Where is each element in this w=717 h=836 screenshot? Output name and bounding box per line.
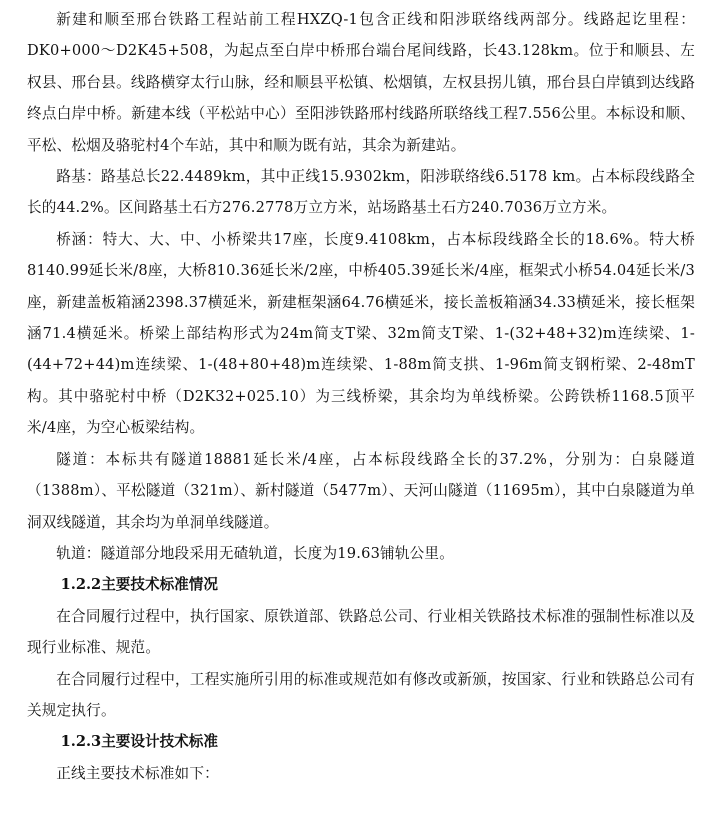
bridges-paragraph: 桥涵：特大、大、中、小桥梁共17座，长度9.4108km，占本标段线路全长的18.6%。特大桥8140.99延长米/8座，大桥810.36延长米/2座，中桥405.39延长米/4座，框架式小桥54.04延长米/3座，新建盖板箱涵2398.37横延米，新建框架涵64.76横延米，接长盖板箱涵34.33横延米，接长框架涵71.4横延米。桥梁上部结构形式为24m简支T梁、32m简支T梁、1-(32+48+32)m连续梁、1-(44+72+44)m连续梁、1-(48+80+48)m连续梁、1-88m简支拱、1-96m简支钢桁梁、2-48mT构。其中骆驼村中桥（D2K32+025.10）为三线桥梁，其余均为单线桥梁。公跨铁桥1168.5顶平米/4座，为空心板梁结构。	[27, 230, 695, 437]
section-heading-1-2-3: 1.2.3主要设计技术标准	[60, 733, 218, 751]
overview-paragraph: 新建和顺至邢台铁路工程站前工程HXZQ-1包含正线和阳涉联络线两部分。线路起讫里程：DK0+000～D2K45+508，为起点至白岸中桥邢台端台尾间线路，长43.128km。位于和顺县、左权县、邢台县。线路横穿太行山脉，经和顺县平松镇、松烟镇，左权县拐儿镇，邢台县白岸镇到达线路终点白岸中桥。新建本线（平松站中心）至阳涉铁路邢村线路所联络线工程7.556公里。本标设和顺、平松、松烟及骆驼村4个车站，其中和顺为既有站，其余为新建站。	[27, 11, 695, 154]
track-paragraph: 轨道：隧道部分地段采用无碴轨道，长度为19.63铺轨公里。	[56, 544, 455, 562]
standards-paragraph-2: 在合同履行过程中，工程实施所引用的标准或规范如有修改或新颁，按国家、行业和铁路总公司有关规定执行。	[27, 670, 695, 719]
tunnels-paragraph: 隧道：本标共有隧道18881延长米/4座，占本标段线路全长的37.2%，分别为：白泉隧道（1388m）、平松隧道（321m）、新村隧道（5477m）、天河山隧道（11695m），其中白泉隧道为单洞双线隧道，其余均为单洞单线隧道。	[27, 450, 695, 531]
subgrade-paragraph: 路基：路基总长22.4489km，其中正线15.9302km，阳涉联络线6.5178 km。占本标段线路全长的44.2%。区间路基土石方276.2778万立方米，站场路基土石方240.7036万立方米。	[27, 168, 695, 217]
section-heading-1-2-2: 1.2.2主要技术标准情况	[60, 576, 218, 594]
mainline-standards-intro: 正线主要技术标准如下：	[56, 764, 219, 782]
standards-paragraph-1: 在合同履行过程中，执行国家、原铁道部、铁路总公司、行业相关铁路技术标准的强制性标准以及现行业标准、规范。	[27, 607, 695, 657]
document-page	[27, 4, 695, 789]
